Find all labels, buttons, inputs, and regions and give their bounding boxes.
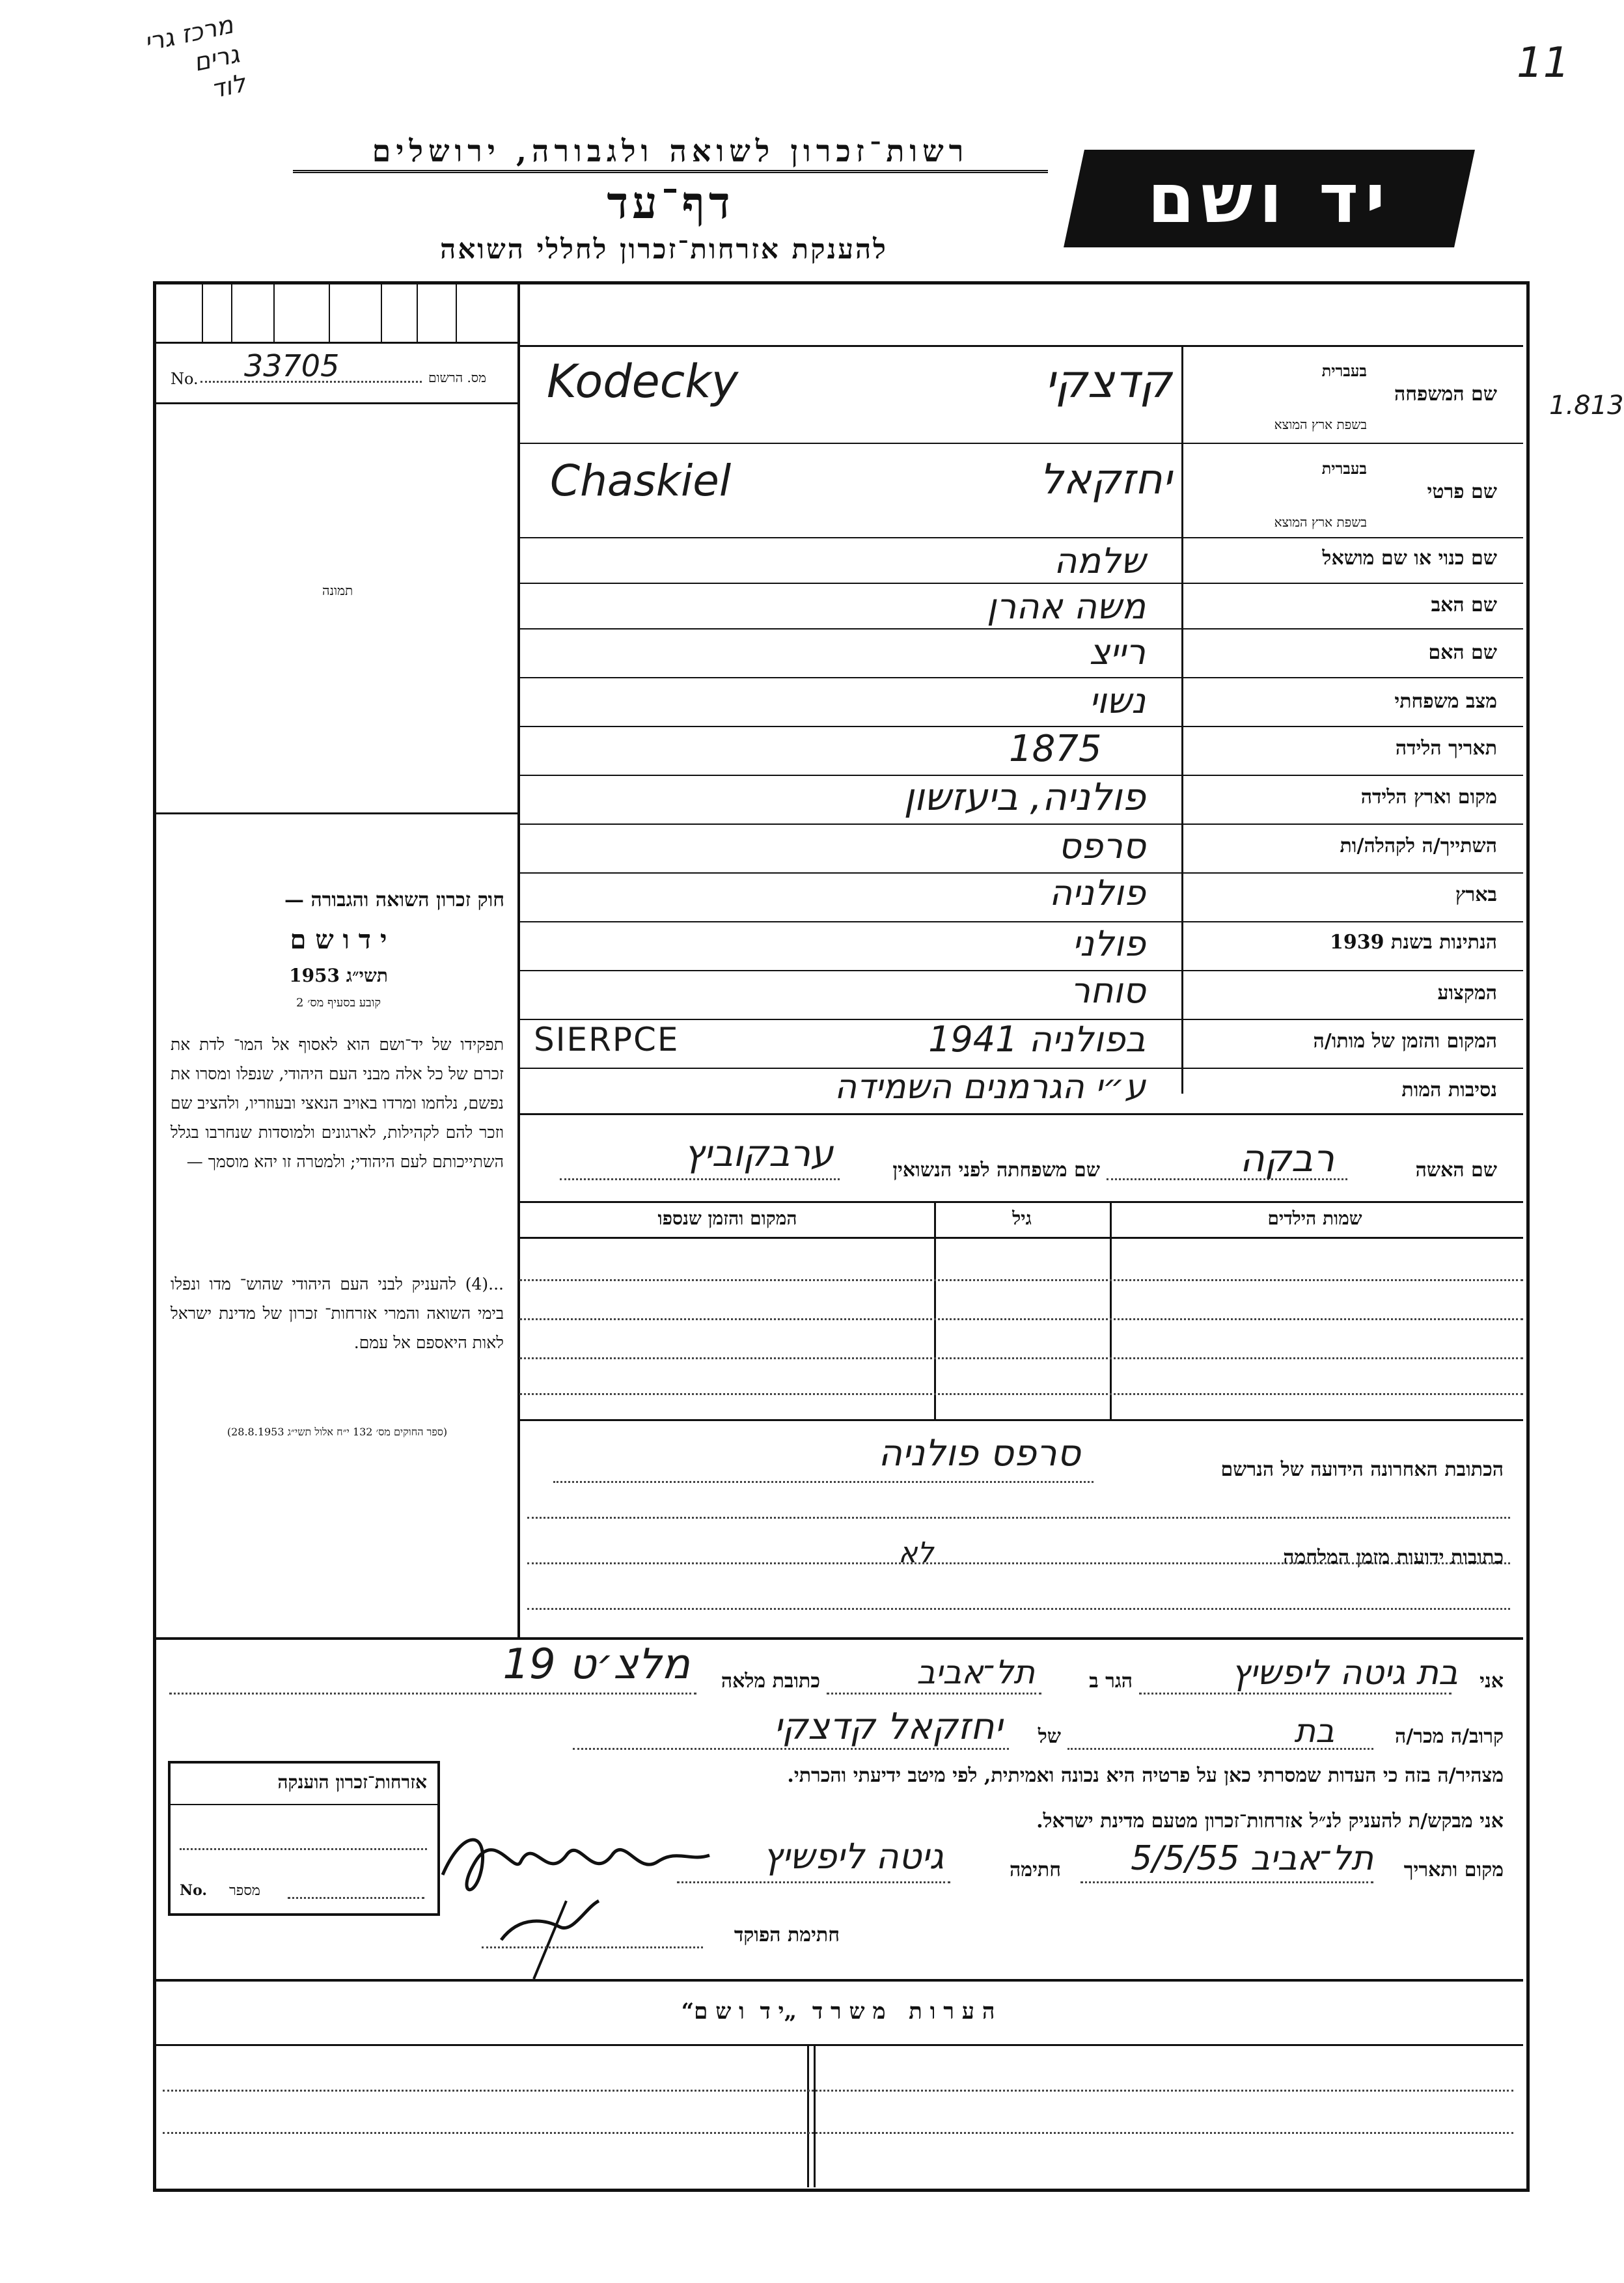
label-officer-signature: חתימת הפוקד — [734, 1924, 840, 1946]
office-notes-title: ה ע ר ו ת מ ש ר ד „י ד ו ש ם“ — [681, 1999, 995, 2025]
table-row — [519, 1279, 1523, 1281]
page-subtitle: להענקת אזרחות־זכרון לחללי השואה — [440, 233, 888, 265]
relation-value: בת — [1294, 1712, 1334, 1750]
label-citizenship-1939: הנתינות בשנת 1939 — [1329, 931, 1497, 954]
registration-number: 33705 — [244, 348, 340, 383]
mother-value: רייצ — [1089, 631, 1146, 672]
label-birth-place: מקום וארץ הלידה — [1360, 786, 1497, 809]
law-year: תשי״ג 1953 — [289, 965, 388, 986]
law-paragraph-2: ...(4) להעניק לבני העם היהודי שהוש־ מדו ונפלו בימי השואה והמרי אזרחות־ זכרון של מדינת ישראל לאות היאספם אל עמם. — [171, 1275, 504, 1352]
authority-line: רשות־זכרון לשואה ולגבורה, ירושלים — [293, 133, 1048, 173]
family-name-origin-value: Kodecky — [547, 355, 739, 408]
label-family-hebrew: בעברית — [1321, 361, 1367, 380]
children-table-col-divider-2 — [934, 1201, 936, 1419]
label-resides-in: הגר ב — [1089, 1670, 1133, 1693]
label-first-origin: בשפת ארץ המוצא — [1274, 514, 1367, 530]
law-heading: חוק זכרון השואה והגבורה — — [284, 889, 504, 911]
label-wife: שם האשה — [1415, 1159, 1497, 1182]
law-paragraph-1: תפקידו של יד־ושם הוא לאסוף אל המו־ לדת את זכרם של כל אלה מבני העם היהודי, שנפלו ומסרו את נפשם, נלחמו ומרדו באויב הנאצי ובעוזריו, ולהציב שם וזכר להם לקהילות, לארגונים ולמוסדות שנחרבו בגלל השתייכותם לעם היהודי; ולמטרה זו יהא מוסמך — — [171, 1035, 504, 1171]
label-father: שם האב — [1431, 594, 1497, 616]
label-first-hebrew: בעברית — [1321, 459, 1367, 478]
label-community: השתייך/ה לקהלה/ות — [1340, 835, 1497, 857]
death-place-latin-value: SIERPCE — [534, 1021, 680, 1058]
office-notes-divider — [807, 2044, 809, 2187]
birth-place-value: פולניה, ביעזשון — [903, 775, 1146, 819]
margin-note-right-side: 1.813 — [1549, 391, 1624, 421]
label-birth-date: תאריך הלידה — [1395, 737, 1497, 760]
label-marital-status: מצב משפחתי — [1394, 690, 1497, 713]
wartime-address-value: לא — [898, 1536, 934, 1570]
office-note-line — [163, 2090, 1513, 2092]
first-name-hebrew-value: יחזקאל — [1039, 456, 1172, 504]
death-circumstances-value: ע״י הגרמנים השמידה — [834, 1068, 1146, 1107]
label-relation: קרוב/ה מכר/ה — [1395, 1725, 1504, 1748]
label-country: בארץ — [1455, 883, 1497, 906]
label-mother: שם האם — [1428, 641, 1497, 664]
declarant-city-value: תל־אביב — [916, 1653, 1035, 1691]
signature-scribble — [404, 1790, 742, 1986]
left-column-divider — [517, 281, 520, 1639]
label-nickname: שם כנוי או שם מושאל — [1322, 547, 1497, 570]
office-note-line — [163, 2132, 1513, 2134]
wife-value: רבקה — [1239, 1136, 1334, 1180]
children-col-place-time: המקום והזמן שנספו — [657, 1208, 797, 1229]
label-signature: חתימה — [1010, 1859, 1061, 1881]
declarant-address-value: מלצ׳ט 19 — [502, 1640, 690, 1689]
margin-note-top-right: 11 — [1517, 39, 1570, 87]
father-value: משה אהרן — [987, 586, 1146, 627]
law-clause: קובע בסעיף מס׳ 2 — [296, 996, 381, 1010]
award-box — [168, 1761, 440, 1916]
yad-vashem-logo — [1064, 150, 1475, 247]
occupation-value: סוחר — [1070, 970, 1146, 1011]
community-value: סרפס — [1058, 825, 1146, 866]
table-row — [519, 1318, 1523, 1320]
signature-value: גיטה ליפשיץ — [763, 1836, 944, 1877]
award-number-label: מספר — [229, 1883, 260, 1899]
table-row — [519, 1357, 1523, 1359]
label-occupation: המקצוע — [1437, 982, 1497, 1004]
label-family-name: שם המשפחה — [1394, 383, 1497, 406]
logo-text: יד ושם — [1147, 159, 1392, 238]
registration-no-label: No. — [171, 370, 199, 388]
label-wife-maiden-name: שם משפחתה לפני הנשואין — [892, 1159, 1100, 1182]
label-column-divider — [1181, 345, 1183, 1094]
margin-note-top-left: מרכז גרי גרים לוד — [141, 10, 249, 104]
family-name-hebrew-value: קדצקי — [1045, 355, 1172, 408]
children-col-age: גיל — [1012, 1208, 1032, 1229]
country-value: פולניה — [1049, 872, 1146, 913]
marital-status-value: נשוי — [1089, 680, 1146, 721]
label-place-date: מקום ותאריך — [1403, 1859, 1504, 1881]
label-ani: אני — [1479, 1670, 1504, 1693]
law-citation: (ספר החוקים מס׳ 132 י״ח אלול תשי״ג 28.8.1953) — [227, 1426, 448, 1438]
registration-label: מס. הרשום — [428, 370, 487, 385]
birth-date-value: 1875 — [1009, 728, 1102, 770]
table-row — [519, 1393, 1523, 1395]
label-last-address: הכתובת האחרונה הידועה של הנרשם — [1220, 1458, 1504, 1481]
label-full-address: כתובת מלאה — [721, 1670, 820, 1693]
law-name: י ד ו ש ם — [290, 924, 387, 955]
page-title: דף־עד — [607, 177, 734, 229]
last-address-value: סרפס פולניה — [878, 1432, 1080, 1474]
photo-label: תמונה — [322, 583, 353, 598]
nickname-value: שלמה — [1054, 540, 1146, 581]
wife-maiden-value: ערבקוביץ — [683, 1133, 833, 1175]
citizenship-value: פולני — [1072, 923, 1146, 964]
award-no-label: No. — [180, 1882, 208, 1899]
children-col-names: שמות הילדים — [1267, 1208, 1362, 1229]
label-of: של — [1038, 1725, 1061, 1748]
label-death-place-time: המקום והזמן של מותו/ה — [1313, 1030, 1497, 1053]
award-box-title: אזרחות־זכרון הוענקה — [277, 1771, 427, 1793]
label-death-circumstances: נסיבות המות — [1401, 1079, 1497, 1101]
label-wartime-addresses: כתובות ידועות מזמן המלחמה — [1283, 1546, 1504, 1569]
declaration-statement-1: מצהיר/ה בזה כי העדות שמסרתי כאן על פרטיה היא נכונה ואמיתית, לפי מיטב ידיעתי והכרתי. — [787, 1764, 1504, 1787]
declaration-statement-2: אני מבקש/ת להעניק לנ״ל אזרחות־זכרון מטעם מדינת ישראל. — [1036, 1810, 1504, 1833]
children-table-col-divider-1 — [1110, 1201, 1112, 1419]
first-name-origin-value: Chaskiel — [550, 456, 732, 506]
label-family-origin: בשפת ארץ המוצא — [1274, 417, 1367, 432]
death-place-time-value: בפולניה 1941 — [928, 1019, 1146, 1060]
place-date-value: תל־אביב 5/5/55 — [1131, 1839, 1373, 1878]
label-first-name: שם פרטי — [1427, 480, 1497, 503]
declarant-name-value: בת גיטה ליפשיץ — [1231, 1653, 1458, 1693]
of-person-value: יחזקאל קדצקי — [773, 1706, 1002, 1748]
